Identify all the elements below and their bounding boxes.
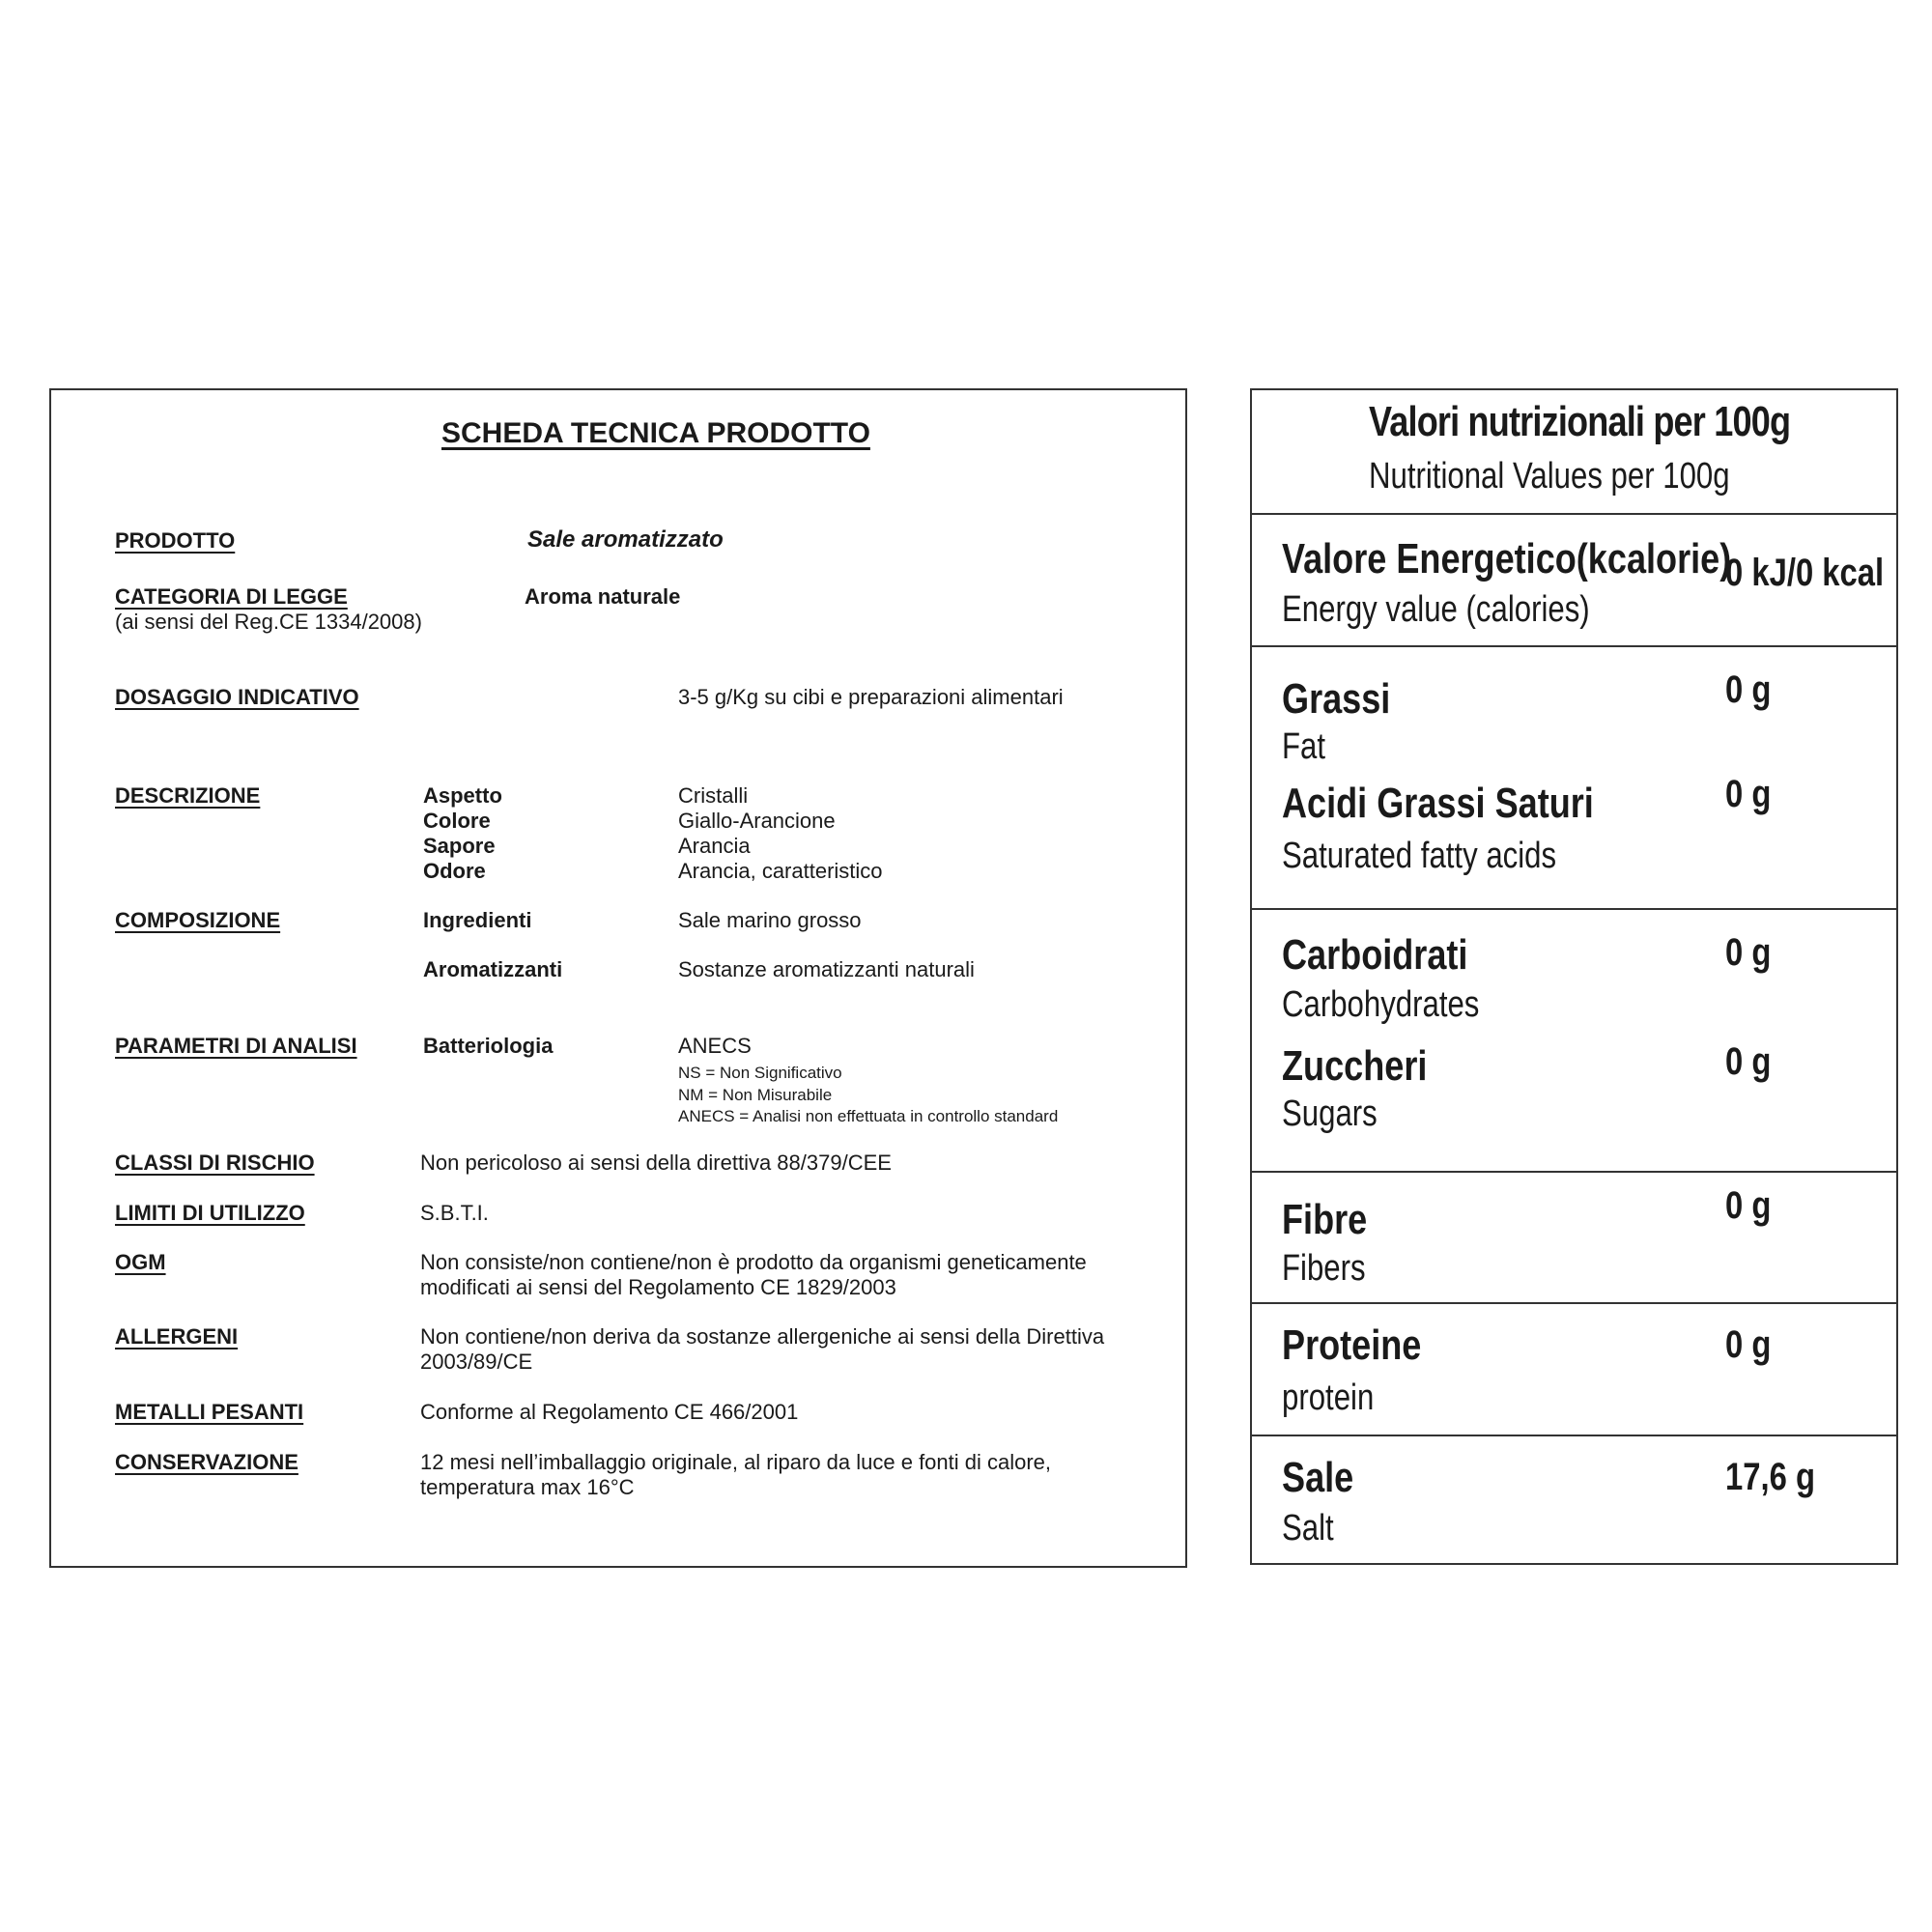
composizione-key: Aromatizzanti [423,957,563,981]
label-categoria: CATEGORIA DI LEGGE [115,584,348,609]
label-composizione: COMPOSIZIONE [115,908,281,932]
table-divider [1252,1435,1896,1436]
table-divider [1252,908,1896,910]
value-allergeni-line1: Non contiene/non deriva da sostanze allergeniche ai sensi della Direttiva [420,1324,1105,1349]
nutrition-table [1250,388,1898,1565]
nutrient-label: Sale [1282,1454,1354,1501]
value-prodotto: Sale aromatizzato [527,526,724,553]
nutrition-title-it: Valori nutrizionali per 100g [1369,398,1791,445]
nutrient-label: Valore Energetico(kcalorie) [1282,535,1732,582]
value-classi: Non pericoloso ai sensi della direttiva 88/379/CEE [420,1151,892,1175]
label-limiti: LIMITI DI UTILIZZO [115,1201,305,1225]
value-categoria: Aroma naturale [525,584,681,609]
nutrition-title-en: Nutritional Values per 100g [1369,456,1730,497]
label-metalli: METALLI PESANTI [115,1400,304,1424]
table-divider [1252,645,1896,647]
nutrient-value: 0 g [1725,773,1772,815]
descrizione-key: Colore [423,809,491,833]
nutrient-label-en: Fat [1282,726,1326,767]
value-limiti: S.B.T.I. [420,1201,489,1225]
descrizione-value: Cristalli [678,783,749,808]
nutrient-label-en: Carbohydrates [1282,984,1480,1025]
nutrient-value: 0 kJ/0 kcal [1725,552,1885,594]
parametri-value: ANECS [678,1034,752,1058]
nutrient-label: Zuccheri [1282,1042,1428,1090]
label-ogm: OGM [115,1250,166,1274]
parametri-note: NM = Non Misurabile [678,1086,833,1104]
technical-data-sheet [49,388,1187,1568]
value-ogm-line1: Non consiste/non contiene/non è prodotto da organismi geneticamente [420,1250,1087,1274]
value-allergeni-line2: 2003/89/CE [420,1350,533,1374]
composizione-key: Ingredienti [423,908,532,932]
value-conservazione-line2: temperatura max 16°C [420,1475,635,1499]
label-parametri: PARAMETRI DI ANALISI [115,1034,357,1058]
nutrient-value: 0 g [1725,1040,1772,1083]
value-dosaggio: 3-5 g/Kg su cibi e preparazioni alimentari [678,685,1064,709]
categoria-note: (ai sensi del Reg.CE 1334/2008) [115,610,422,634]
nutrient-label-en: Saturated fatty acids [1282,836,1557,876]
nutrient-label-en: Fibers [1282,1248,1366,1289]
composizione-value: Sale marino grosso [678,908,862,932]
parametri-key: Batteriologia [423,1034,554,1058]
parametri-note: ANECS = Analisi non effettuata in controllo standard [678,1107,1059,1125]
label-allergeni: ALLERGENI [115,1324,239,1349]
label-classi: CLASSI DI RISCHIO [115,1151,315,1175]
nutrient-value: 17,6 g [1725,1456,1815,1498]
sheet-title: SCHEDA TECNICA PRODOTTO [441,417,870,449]
nutrient-label-en: protein [1282,1378,1375,1418]
table-divider [1252,1302,1896,1304]
descrizione-key: Sapore [423,834,496,858]
value-ogm-line2: modificati ai sensi del Regolamento CE 1829/2003 [420,1275,896,1299]
label-conservazione: CONSERVAZIONE [115,1450,298,1474]
descrizione-value: Arancia, caratteristico [678,859,883,883]
nutrient-label-en: Salt [1282,1508,1334,1548]
nutrient-label: Grassi [1282,675,1391,723]
nutrient-label: Proteine [1282,1321,1422,1369]
label-prodotto: PRODOTTO [115,528,236,553]
nutrient-value: 0 g [1725,668,1772,711]
label-dosaggio: DOSAGGIO INDICATIVO [115,685,359,709]
descrizione-value: Arancia [678,834,751,858]
descrizione-key: Odore [423,859,486,883]
nutrient-label-en: Energy value (calories) [1282,589,1590,630]
composizione-value: Sostanze aromatizzanti naturali [678,957,975,981]
nutrient-label: Fibre [1282,1196,1368,1243]
parametri-note: NS = Non Significativo [678,1064,842,1082]
nutrient-value: 0 g [1725,1323,1772,1366]
table-divider [1252,1171,1896,1173]
nutrient-value: 0 g [1725,931,1772,974]
value-conservazione-line1: 12 mesi nell’imballaggio originale, al riparo da luce e fonti di calore, [420,1450,1052,1474]
nutrient-label: Acidi Grassi Saturi [1282,780,1594,827]
nutrient-value: 0 g [1725,1184,1772,1227]
label-descrizione: DESCRIZIONE [115,783,261,808]
nutrient-label: Carboidrati [1282,931,1468,979]
value-metalli: Conforme al Regolamento CE 466/2001 [420,1400,799,1424]
nutrient-label-en: Sugars [1282,1094,1378,1134]
table-divider [1252,513,1896,515]
descrizione-value: Giallo-Arancione [678,809,836,833]
descrizione-key: Aspetto [423,783,502,808]
